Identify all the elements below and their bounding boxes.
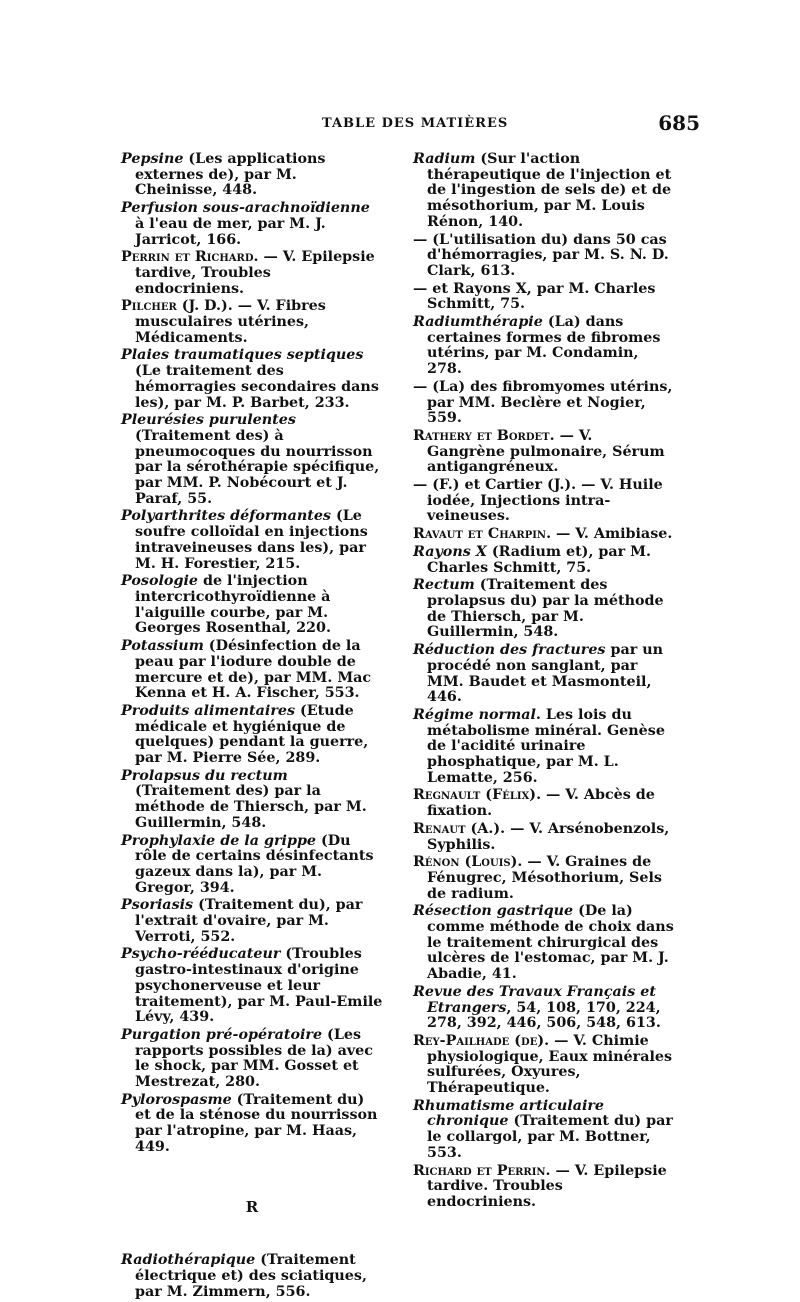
entry-author: Renaut (A.) [413,820,501,837]
entry-term: Rectum [413,577,475,594]
entry-text: . — V. Amibiase. [546,526,673,543]
entry-term: Résection gastrique [413,903,574,920]
entry-text: . — V. Graines de Fénugrec, Mésothorium, Sels de radium. [427,854,662,902]
index-entry [121,250,383,297]
entry-text: — (F.) et Cartier (J.). — V. Huile iodée, Injections intra-veineuses. [413,477,663,525]
entry-text: . — V. Abcès de fixation. [427,787,655,820]
entry-author: Pilcher (J. D.) [121,298,228,315]
entry-text: . Les lois du métabolisme minéral. Genèse de l'acidité urinaire phosphatique, par M. L. Lematte, 256. [427,706,665,786]
entry-text: (Désinfection de la peau par l'iodure double de mercure et de), par MM. Mac Kenna et H. A. Fischer, 553. [135,638,372,702]
entry-term: Perfusion sous-arachnoïdienne [121,200,370,217]
index-entry [121,201,383,248]
index-entry [121,413,383,507]
entry-term: Psoriasis [121,897,194,914]
right-entries [413,152,675,1211]
index-entry [413,788,675,819]
index-entry [413,545,675,576]
entry-term: Potassium [121,638,204,655]
index-entry [121,947,383,1026]
entry-term: Revue des Travaux Français et Etrangers [413,983,656,1016]
entry-term: Rhumatisme articulaire chronique [413,1097,605,1130]
index-entry [413,478,675,525]
index-entry [413,904,675,983]
entry-text: . — V. Epilepsie tardive, Troubles endocriniens. [135,249,375,297]
index-entry [413,1034,675,1097]
entry-author: Rey-Pailhade (de) [413,1032,545,1049]
left-after-letter-entries [121,1253,383,1300]
index-entry [121,769,383,832]
entry-text: par un procédé non sanglant, par MM. Baudet et Masmonteil, 446. [427,642,664,706]
entry-text: (Du rôle de certains désinfectants gazeux dans la), par M. Gregor, 394. [135,832,374,896]
entry-author: Regnault (Félix) [413,787,537,804]
index-entry [121,1028,383,1091]
index-entry [413,1099,675,1162]
entry-term: Radiothérapique [121,1252,256,1269]
left-entries [121,152,383,1156]
entry-term: Purgation pré-opératoire [121,1026,323,1043]
entry-text: . — V. Arsénobenzols, Syphilis. [427,820,670,853]
index-entry [413,282,675,313]
running-title: TABLE DES MATIÈRES [322,116,509,131]
entry-term: Rayons X [413,543,487,560]
index-entry [121,574,383,637]
entry-text: (Traitement des) à pneumocoques du nourrisson par la sérothérapie spécifique, par MM. P. Nobécourt et J. Paraf, 55. [135,427,380,507]
index-entry [413,380,675,427]
entry-text: (Les applications externes de), par M. Cheinisse, 448. [135,151,326,199]
entry-term: Pleurésies purulentes [121,412,296,429]
entry-author: Ravaut et Charpin [413,526,547,543]
index-entry [121,834,383,897]
page-number: 685 [658,111,700,135]
entry-text: (Sur l'action thérapeutique de l'injection et de l'ingestion de sels de) et de mésothorium, par M. Louis Rénon, 140. [427,151,672,230]
entry-text: (Le soufre colloïdal en injections intraveineuses dans les), par M. H. Forestier, 215. [135,508,368,572]
entry-text: (Radium et), par M. Charles Schmitt, 75. [427,543,651,576]
entry-term: Pylorospasme [121,1091,232,1108]
entry-text: (Troubles gastro-intestinaux d'origine psychonerveuse et leur traitement), par M. Paul-Emile Lévy, 439. [135,946,383,1026]
index-entry [413,578,675,641]
entry-author: Rathery et Bordet [413,427,550,444]
entry-text: (Le traitement des hémorragies secondaires dans les), par M. P. Barbet, 233. [135,363,379,411]
index-entry [121,704,383,767]
entry-term: Pepsine [121,151,184,167]
entry-text: (De la) comme méthode de choix dans le traitement chirurgical des ulcères de l'estomac, par M. J. Abadie, 41. [427,903,674,983]
entry-text: de l'injection intercricothyroïdienne à l'aiguille courbe, par M. Georges Rosenthal, 220. [135,573,331,637]
right-column [413,152,675,1213]
index-entry [413,708,675,787]
entry-text: . — V. Chimie physiologique, Eaux minérales sulfurées, Oxyures, Thérapeutique. [427,1032,673,1097]
entry-term: Posologie [121,573,198,590]
index-entry [413,429,675,476]
entry-text: (Traitement du) et de la sténose du nourrisson par l'atropine, par M. Haas, 449. [135,1091,378,1155]
page-header [100,111,700,136]
entry-text: (Traitement des) par la méthode de Thiersch, par M. Guillermin, 548. [135,783,367,831]
index-entry [121,1093,383,1156]
index-entry [413,315,675,378]
index-entry [121,898,383,945]
index-entry [413,855,675,902]
entry-term: Produits alimentaires [121,702,295,719]
entry-text: (Traitement des prolapsus du) par la méthode de Thiersch, par M. Guillermin, 548. [427,577,664,641]
entry-text: (Les rapports possibles de la) avec le shock, par MM. Gosset et Mestrezat, 280. [135,1026,373,1091]
entry-text: (Traitement du) par le collargol, par M. Bottner, 553. [427,1113,673,1161]
index-entry [413,643,675,706]
entry-text: . — V. Epilepsie tardive. Troubles endocriniens. [427,1162,667,1210]
index-entry [121,639,383,702]
index-entry [121,299,383,346]
entry-term: Plaies traumatiques septiques [121,347,364,364]
entry-text: (Traitement du), par l'extrait d'ovaire, par M. Verroti, 552. [135,897,363,945]
entry-text: (Etude médicale et hygiénique de quelques) pendant la guerre, par M. Pierre Sée, 289. [135,702,369,767]
entry-term: Psycho-rééducateur [121,946,281,963]
entry-text: — (L'utilisation du) dans 50 cas d'hémorragies, par M. S. N. D. Clark, 613. [413,231,669,279]
index-entry [413,152,675,231]
entry-author: Richard et Perrin [413,1162,546,1179]
entry-text: — (La) des fibromyomes utérins, par MM. Beclère et Nogier, 559. [413,378,673,427]
index-entry [413,822,675,853]
entry-term: Prolapsus du rectum [121,767,288,784]
index-entry [413,1164,675,1211]
entry-text: . — V. Fibres musculaires utérines, Médicaments. [135,298,326,346]
entry-term: Radiumthérapie [413,314,543,331]
entry-author: Rénon (Louis) [413,854,518,871]
entry-text: (La) dans certaines formes de fibromes utérins, par M. Condamin, 278. [427,314,661,378]
index-entry [121,509,383,572]
entry-term: Prophylaxie de la grippe [121,832,317,849]
index-entry [413,527,675,543]
entry-author: Perrin et Richard [121,249,254,266]
entry-term: Radium [413,151,476,167]
index-entry [121,1253,383,1300]
left-column [121,152,383,1302]
index-entry [413,233,675,280]
entry-text: à l'eau de mer, par M. J. Jarricot, 166. [135,215,326,248]
entry-term: Réduction des fractures [413,642,606,659]
entry-text: (Traitement électrique et) des sciatiques, par M. Zimmern, 556. [135,1252,367,1300]
index-entry [121,152,383,199]
entry-text: — et Rayons X, par M. Charles Schmitt, 75. [413,280,656,313]
entry-text: . — V. Gangrène pulmonaire, Sérum antigangréneux. [427,427,665,476]
section-letter: R [245,1197,259,1216]
index-entry [121,348,383,411]
entry-term: Régime normal [413,706,536,723]
index-entry [413,985,675,1032]
entry-text: , 54, 108, 170, 224, 278, 392, 446, 506, 548, 613. [427,999,661,1032]
entry-term: Polyarthrites déformantes [121,508,331,525]
